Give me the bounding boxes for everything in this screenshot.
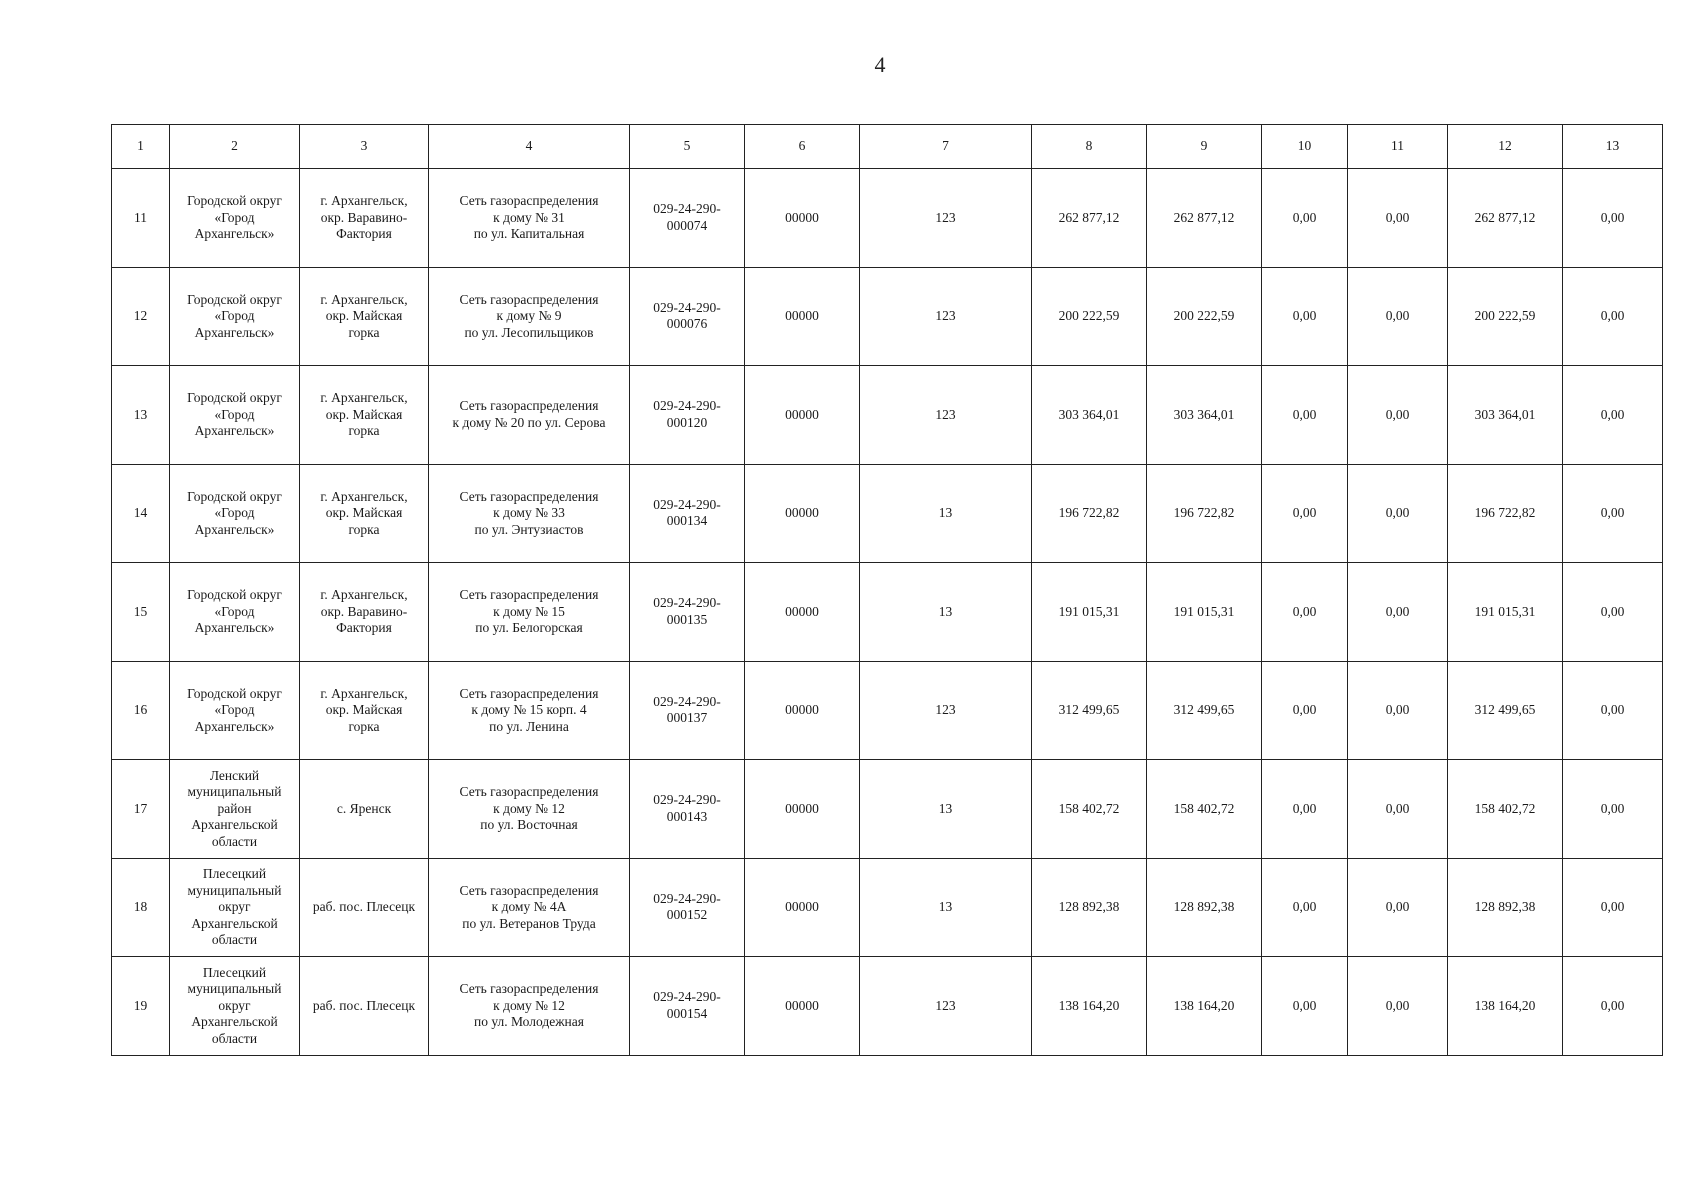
municipality-cell: Городской округ «Город Архангельск» xyxy=(170,267,300,366)
row-number-cell: 19 xyxy=(112,957,170,1056)
amount-cell: 0,00 xyxy=(1348,366,1448,465)
table-row xyxy=(112,366,1663,465)
amount-cell: 303 364,01 xyxy=(1032,366,1147,465)
column-7-cell: 13 xyxy=(860,563,1032,662)
amount-cell: 191 015,31 xyxy=(1032,563,1147,662)
amount-cell: 0,00 xyxy=(1348,661,1448,760)
code-cell: 00000 xyxy=(745,858,860,957)
amount-cell: 138 164,20 xyxy=(1448,957,1563,1056)
row-number-cell: 13 xyxy=(112,366,170,465)
object-name-cell: Сеть газораспределения к дому № 15 корп. 4 по ул. Ленина xyxy=(429,661,630,760)
table-row xyxy=(112,760,1663,859)
code-cell: 00000 xyxy=(745,169,860,268)
column-7-cell: 123 xyxy=(860,267,1032,366)
amount-cell: 158 402,72 xyxy=(1448,760,1563,859)
amount-cell: 0,00 xyxy=(1563,661,1663,760)
registry-number-cell: 029-24-290- 000137 xyxy=(630,661,745,760)
amount-cell: 312 499,65 xyxy=(1147,661,1262,760)
table-row xyxy=(112,563,1663,662)
location-cell: раб. пос. Плесецк xyxy=(300,858,429,957)
registry-table xyxy=(111,124,1663,1056)
object-name-cell: Сеть газораспределения к дому № 15 по ул. Белогорская xyxy=(429,563,630,662)
header-cell: 6 xyxy=(745,125,860,169)
amount-cell: 0,00 xyxy=(1563,366,1663,465)
header-cell: 1 xyxy=(112,125,170,169)
table-row xyxy=(112,464,1663,563)
page-number: 4 xyxy=(874,52,886,77)
amount-cell: 138 164,20 xyxy=(1032,957,1147,1056)
row-number-cell: 14 xyxy=(112,464,170,563)
table-row xyxy=(112,957,1663,1056)
municipality-cell: Плесецкий муниципальный округ Архангельской области xyxy=(170,957,300,1056)
municipality-cell: Городской округ «Город Архангельск» xyxy=(170,661,300,760)
amount-cell: 0,00 xyxy=(1563,957,1663,1056)
object-name-cell: Сеть газораспределения к дому № 31 по ул. Капитальная xyxy=(429,169,630,268)
code-cell: 00000 xyxy=(745,267,860,366)
amount-cell: 128 892,38 xyxy=(1147,858,1262,957)
table-row xyxy=(112,267,1663,366)
registry-number-cell: 029-24-290- 000076 xyxy=(630,267,745,366)
amount-cell: 0,00 xyxy=(1563,760,1663,859)
header-cell: 12 xyxy=(1448,125,1563,169)
header-cell: 8 xyxy=(1032,125,1147,169)
table-row xyxy=(112,858,1663,957)
amount-cell: 303 364,01 xyxy=(1147,366,1262,465)
amount-cell: 200 222,59 xyxy=(1147,267,1262,366)
amount-cell: 196 722,82 xyxy=(1032,464,1147,563)
amount-cell: 0,00 xyxy=(1563,267,1663,366)
registry-number-cell: 029-24-290- 000152 xyxy=(630,858,745,957)
header-row xyxy=(112,125,1663,169)
object-name-cell: Сеть газораспределения к дому № 20 по ул. Серова xyxy=(429,366,630,465)
amount-cell: 262 877,12 xyxy=(1448,169,1563,268)
code-cell: 00000 xyxy=(745,760,860,859)
amount-cell: 158 402,72 xyxy=(1147,760,1262,859)
amount-cell: 0,00 xyxy=(1563,464,1663,563)
amount-cell: 0,00 xyxy=(1563,563,1663,662)
amount-cell: 200 222,59 xyxy=(1448,267,1563,366)
location-cell: г. Архангельск, окр. Майская горка xyxy=(300,366,429,465)
header-cell: 2 xyxy=(170,125,300,169)
object-name-cell: Сеть газораспределения к дому № 12 по ул. Молодежная xyxy=(429,957,630,1056)
amount-cell: 191 015,31 xyxy=(1147,563,1262,662)
column-7-cell: 123 xyxy=(860,366,1032,465)
header-cell: 10 xyxy=(1262,125,1348,169)
municipality-cell: Городской округ «Город Архангельск» xyxy=(170,464,300,563)
column-7-cell: 13 xyxy=(860,760,1032,859)
amount-cell: 196 722,82 xyxy=(1147,464,1262,563)
code-cell: 00000 xyxy=(745,661,860,760)
amount-cell: 128 892,38 xyxy=(1032,858,1147,957)
column-7-cell: 123 xyxy=(860,957,1032,1056)
amount-cell: 0,00 xyxy=(1348,169,1448,268)
column-7-cell: 123 xyxy=(860,661,1032,760)
header-cell: 11 xyxy=(1348,125,1448,169)
amount-cell: 0,00 xyxy=(1262,957,1348,1056)
row-number-cell: 11 xyxy=(112,169,170,268)
amount-cell: 262 877,12 xyxy=(1147,169,1262,268)
amount-cell: 0,00 xyxy=(1262,169,1348,268)
amount-cell: 262 877,12 xyxy=(1032,169,1147,268)
municipality-cell: Городской округ «Город Архангельск» xyxy=(170,366,300,465)
amount-cell: 0,00 xyxy=(1348,563,1448,662)
table-row xyxy=(112,661,1663,760)
header-cell: 5 xyxy=(630,125,745,169)
row-number-cell: 12 xyxy=(112,267,170,366)
municipality-cell: Городской округ «Город Архангельск» xyxy=(170,563,300,662)
header-cell: 9 xyxy=(1147,125,1262,169)
amount-cell: 158 402,72 xyxy=(1032,760,1147,859)
amount-cell: 0,00 xyxy=(1563,858,1663,957)
code-cell: 00000 xyxy=(745,563,860,662)
amount-cell: 196 722,82 xyxy=(1448,464,1563,563)
amount-cell: 0,00 xyxy=(1348,760,1448,859)
registry-number-cell: 029-24-290- 000120 xyxy=(630,366,745,465)
row-number-cell: 17 xyxy=(112,760,170,859)
amount-cell: 0,00 xyxy=(1563,169,1663,268)
header-cell: 13 xyxy=(1563,125,1663,169)
code-cell: 00000 xyxy=(745,366,860,465)
amount-cell: 312 499,65 xyxy=(1032,661,1147,760)
amount-cell: 138 164,20 xyxy=(1147,957,1262,1056)
amount-cell: 191 015,31 xyxy=(1448,563,1563,662)
amount-cell: 0,00 xyxy=(1262,760,1348,859)
column-7-cell: 13 xyxy=(860,858,1032,957)
location-cell: г. Архангельск, окр. Варавино- Фактория xyxy=(300,169,429,268)
amount-cell: 312 499,65 xyxy=(1448,661,1563,760)
amount-cell: 0,00 xyxy=(1262,563,1348,662)
amount-cell: 0,00 xyxy=(1348,957,1448,1056)
registry-number-cell: 029-24-290- 000135 xyxy=(630,563,745,662)
location-cell: г. Архангельск, окр. Майская горка xyxy=(300,661,429,760)
amount-cell: 0,00 xyxy=(1348,267,1448,366)
registry-number-cell: 029-24-290- 000154 xyxy=(630,957,745,1056)
header-cell: 7 xyxy=(860,125,1032,169)
amount-cell: 0,00 xyxy=(1262,464,1348,563)
registry-table-container xyxy=(111,124,1663,1056)
registry-number-cell: 029-24-290- 000143 xyxy=(630,760,745,859)
header-cell: 3 xyxy=(300,125,429,169)
row-number-cell: 15 xyxy=(112,563,170,662)
amount-cell: 128 892,38 xyxy=(1448,858,1563,957)
location-cell: г. Архангельск, окр. Майская горка xyxy=(300,464,429,563)
registry-number-cell: 029-24-290- 000134 xyxy=(630,464,745,563)
column-7-cell: 123 xyxy=(860,169,1032,268)
municipality-cell: Ленский муниципальный район Архангельской области xyxy=(170,760,300,859)
location-cell: г. Архангельск, окр. Майская горка xyxy=(300,267,429,366)
municipality-cell: Городской округ «Город Архангельск» xyxy=(170,169,300,268)
object-name-cell: Сеть газораспределения к дому № 33 по ул. Энтузиастов xyxy=(429,464,630,563)
code-cell: 00000 xyxy=(745,464,860,563)
location-cell: раб. пос. Плесецк xyxy=(300,957,429,1056)
row-number-cell: 16 xyxy=(112,661,170,760)
header-cell: 4 xyxy=(429,125,630,169)
object-name-cell: Сеть газораспределения к дому № 4А по ул. Ветеранов Труда xyxy=(429,858,630,957)
amount-cell: 0,00 xyxy=(1262,661,1348,760)
table-row xyxy=(112,169,1663,268)
row-number-cell: 18 xyxy=(112,858,170,957)
amount-cell: 0,00 xyxy=(1348,464,1448,563)
municipality-cell: Плесецкий муниципальный округ Архангельской области xyxy=(170,858,300,957)
amount-cell: 0,00 xyxy=(1262,858,1348,957)
amount-cell: 200 222,59 xyxy=(1032,267,1147,366)
amount-cell: 0,00 xyxy=(1262,267,1348,366)
amount-cell: 0,00 xyxy=(1348,858,1448,957)
registry-number-cell: 029-24-290- 000074 xyxy=(630,169,745,268)
object-name-cell: Сеть газораспределения к дому № 9 по ул. Лесопильщиков xyxy=(429,267,630,366)
column-7-cell: 13 xyxy=(860,464,1032,563)
code-cell: 00000 xyxy=(745,957,860,1056)
location-cell: с. Яренск xyxy=(300,760,429,859)
object-name-cell: Сеть газораспределения к дому № 12 по ул. Восточная xyxy=(429,760,630,859)
amount-cell: 303 364,01 xyxy=(1448,366,1563,465)
location-cell: г. Архангельск, окр. Варавино- Фактория xyxy=(300,563,429,662)
amount-cell: 0,00 xyxy=(1262,366,1348,465)
